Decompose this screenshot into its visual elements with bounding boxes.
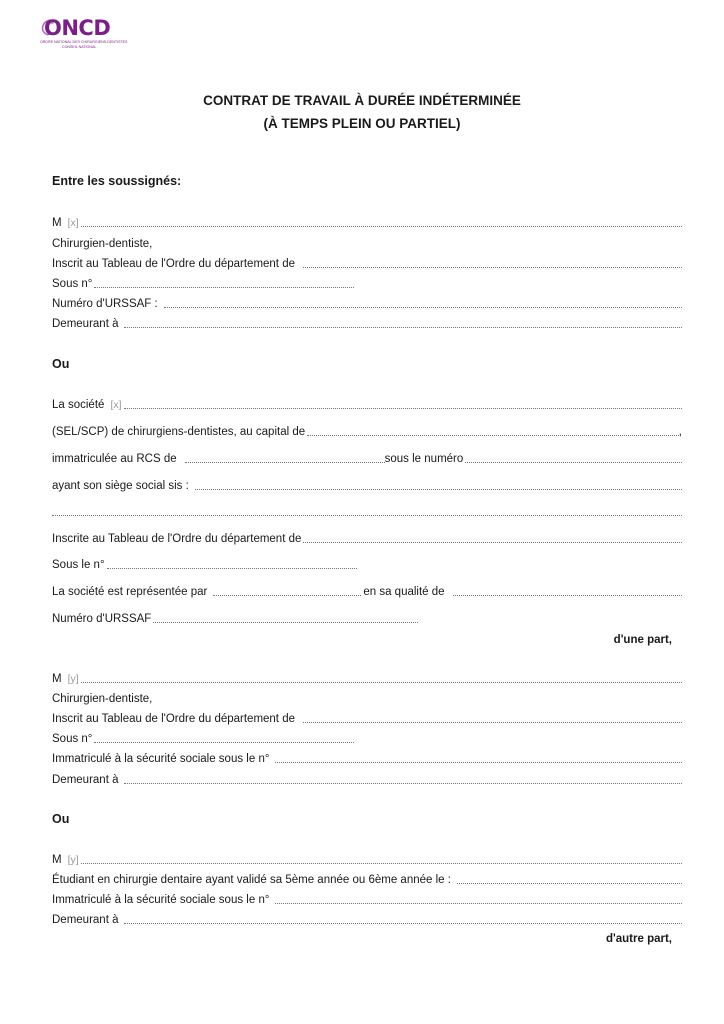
party2-demeurant-input[interactable] — [124, 782, 682, 784]
logo-subtitle: ORDRE NATIONAL DES CHIRURGIENS-DENTISTES — [40, 40, 128, 44]
societe-sous-le-n-label: Sous le n° — [52, 559, 105, 571]
societe-representee-label: La société est représentée par — [52, 586, 208, 598]
societe-rcs-num-input[interactable] — [465, 461, 682, 463]
societe-siege-field — [52, 477, 682, 493]
document-title: CONTRAT DE TRAVAIL À DURÉE INDÉTERMINÉE — [203, 93, 521, 108]
societe-rcs-input[interactable] — [185, 461, 385, 463]
party1-demeurant-label: Demeurant à — [52, 318, 119, 330]
une-part-label: d'une part, — [613, 634, 672, 646]
societe-rcs-field — [52, 450, 682, 466]
societe-urssaf-input[interactable] — [153, 621, 418, 623]
ou-heading-2: Ou — [52, 812, 70, 826]
party1-name-field — [52, 214, 682, 230]
societe-siege-label: ayant son siège social sis : — [52, 480, 189, 492]
societe-representee-field — [52, 583, 682, 599]
societe-qualite-label: en sa qualité de — [363, 586, 445, 598]
societe-sel-label: (SEL/SCP) de chirurgiens-dentistes, au capital de — [52, 426, 306, 438]
societe-capital-field — [52, 423, 682, 439]
societe-rcs-label: immatriculée au RCS de — [52, 453, 177, 465]
student-demeurant-label: Demeurant à — [52, 914, 119, 926]
autre-part-label: d'autre part, — [606, 933, 672, 945]
party1-urssaf-field — [52, 295, 682, 311]
between-heading: Entre les soussignés: — [52, 174, 182, 188]
societe-urssaf-label: Numéro d'URSSAF — [52, 613, 152, 625]
party1-sous-n-field — [52, 275, 682, 291]
student-secu-label: Immatriculé à la sécurité sociale sous le n° — [52, 894, 270, 906]
party2-ordre-field — [52, 710, 682, 726]
student-secu-input[interactable] — [275, 902, 682, 904]
party2-sous-n-label: Sous n° — [52, 733, 93, 745]
party1-demeurant-input[interactable] — [124, 326, 682, 328]
societe-ordre-input[interactable] — [303, 541, 682, 543]
societe-label: La société — [52, 399, 105, 411]
societe-capital-input[interactable] — [307, 434, 679, 436]
student-etudiant-label: Étudiant en chirurgie dentaire ayant validé sa 5ème année ou 6ème année le : — [52, 874, 451, 886]
party1-ordre-input[interactable] — [303, 266, 682, 268]
party1-ordre-field — [52, 255, 682, 271]
party2-name-field — [52, 670, 682, 686]
societe-urssaf-field — [52, 610, 682, 626]
societe-rcs-num-label: sous le numéro — [384, 453, 464, 465]
student-name-input[interactable] — [81, 862, 682, 864]
party1-profession — [52, 235, 682, 251]
student-demeurant-field — [52, 911, 682, 927]
societe-name-field — [52, 396, 682, 412]
party2-secu-input[interactable] — [275, 761, 682, 763]
document-subtitle: (À TEMPS PLEIN OU PARTIEL) — [263, 116, 461, 131]
party1-sous-n-input[interactable] — [94, 286, 354, 288]
societe-siege-input-2[interactable] — [52, 514, 682, 516]
student-placeholder: [y] — [67, 854, 79, 866]
societe-sous-le-n-input[interactable] — [107, 567, 357, 569]
party2-ordre-input[interactable] — [303, 721, 682, 723]
party1-demeurant-field — [52, 315, 682, 331]
party2-profession-label: Chirurgien-dentiste, — [52, 693, 153, 705]
party1-m-label: M — [52, 217, 62, 229]
party1-placeholder: [x] — [67, 217, 79, 229]
student-etudiant-field — [52, 871, 682, 887]
societe-sel-comma: , — [678, 426, 682, 438]
societe-placeholder: [x] — [110, 399, 122, 411]
student-secu-field — [52, 891, 682, 907]
student-etudiant-input[interactable] — [457, 882, 682, 884]
party2-sous-n-field — [52, 730, 682, 746]
party2-sous-n-input[interactable] — [94, 741, 354, 743]
party2-placeholder: [y] — [67, 673, 79, 685]
party2-m-label: M — [52, 673, 62, 685]
logo-text: ONCD — [44, 16, 111, 40]
societe-ordre-field — [52, 530, 682, 546]
party2-ordre-label: Inscrit au Tableau de l'Ordre du département de — [52, 713, 295, 725]
societe-name-input[interactable] — [124, 407, 682, 409]
party1-urssaf-label: Numéro d'URSSAF : — [52, 298, 158, 310]
societe-sous-le-n-field — [52, 556, 682, 572]
party1-ordre-label: Inscrit au Tableau de l'Ordre du département de — [52, 258, 295, 270]
party1-sous-n-label: Sous n° — [52, 278, 93, 290]
party2-demeurant-label: Demeurant à — [52, 774, 119, 786]
party1-name-input[interactable] — [81, 225, 682, 227]
party2-demeurant-field — [52, 771, 682, 787]
logo-subtitle-2: CONSEIL NATIONAL — [62, 45, 97, 49]
ou-heading-1: Ou — [52, 357, 70, 371]
societe-siege-input[interactable] — [195, 488, 682, 490]
party1-urssaf-input[interactable] — [164, 306, 682, 308]
societe-siege-continuation — [52, 503, 682, 519]
student-demeurant-input[interactable] — [124, 922, 682, 924]
party1-profession-label: Chirurgien-dentiste, — [52, 238, 153, 250]
societe-ordre-label: Inscrite au Tableau de l'Ordre du département de — [52, 533, 302, 545]
party2-secu-label: Immatriculé à la sécurité sociale sous le n° — [52, 753, 270, 765]
societe-representee-input[interactable] — [213, 594, 361, 596]
party2-name-input[interactable] — [81, 681, 682, 683]
student-name-field — [52, 851, 682, 867]
party2-secu-field — [52, 750, 682, 766]
student-m-label: M — [52, 854, 62, 866]
party2-profession — [52, 690, 682, 706]
societe-qualite-input[interactable] — [453, 594, 682, 596]
